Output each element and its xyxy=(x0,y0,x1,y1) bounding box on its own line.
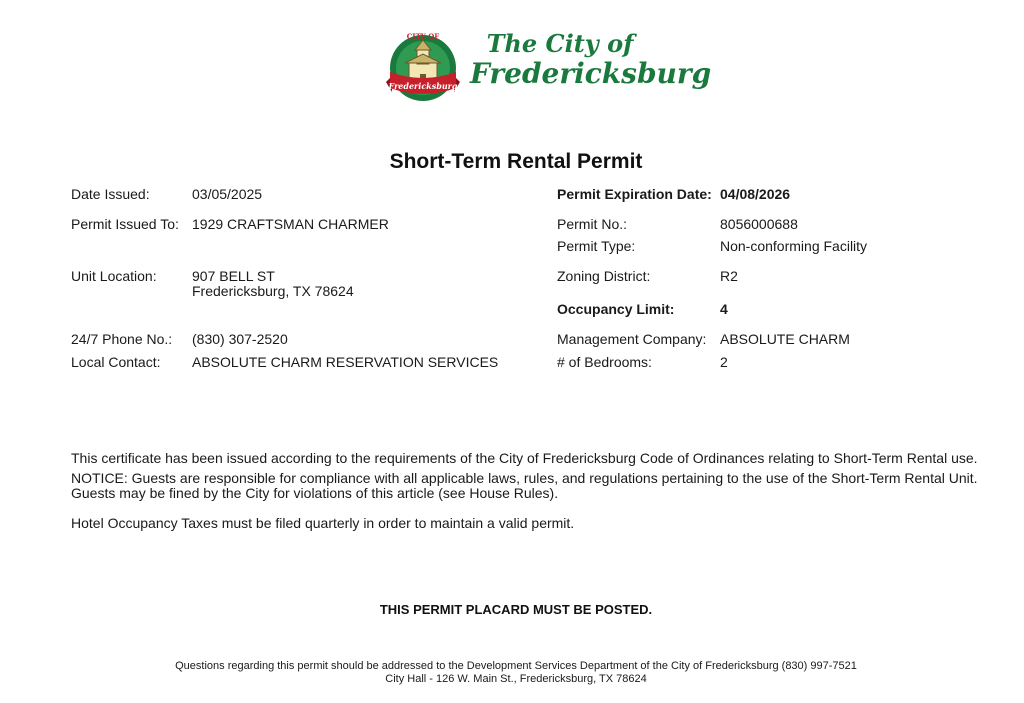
expiration-value: 04/08/2026 xyxy=(720,186,791,202)
bedrooms-value: 2 xyxy=(720,354,728,370)
page-title: Short-Term Rental Permit xyxy=(389,150,643,173)
hotel-tax-text: Hotel Occupancy Taxes must be filed quarterly in order to maintain a valid permit. xyxy=(71,515,575,531)
logo-line1: The City of xyxy=(486,29,634,58)
unit-location-label: Unit Location: xyxy=(71,268,157,284)
date-issued-value: 03/05/2025 xyxy=(192,186,263,202)
expiration-label: Permit Expiration Date: xyxy=(557,186,712,202)
ribbon-text: Fredericksburg xyxy=(388,81,458,91)
issued-to-value: 1929 CRAFTSMAN CHARMER xyxy=(192,216,389,232)
notice-line1: NOTICE: Guests are responsible for compliance with all applicable laws, rules, and regulations pertaining to the use of the Short-Term Rental Unit. xyxy=(71,470,978,486)
unit-location-line1: 907 BELL ST xyxy=(192,268,275,284)
unit-location-line2: Fredericksburg, TX 78624 xyxy=(192,283,354,299)
footer-line2: City Hall - 126 W. Main St., Fredericksburg, TX 78624 xyxy=(385,673,647,685)
management-value: ABSOLUTE CHARM xyxy=(720,331,850,347)
permit-type-label: Permit Type: xyxy=(557,238,636,254)
occupancy-label: Occupancy Limit: xyxy=(557,301,675,317)
notice-line2: Guests may be fined by the City for violations of this article (see House Rules). xyxy=(71,485,559,501)
permit-no-label: Permit No.: xyxy=(557,216,628,232)
permit-no-value: 8056000688 xyxy=(720,216,798,232)
seal-text: CITY OF xyxy=(406,32,440,41)
logo-line2: Fredericksburg xyxy=(470,57,712,90)
bedrooms-label: # of Bedrooms: xyxy=(557,354,652,370)
occupancy-value: 4 xyxy=(720,301,728,317)
footer-line1: Questions regarding this permit should be addressed to the Development Services Department of the City of Fredericksburg (830) 997-7521 xyxy=(175,660,857,672)
zoning-value: R2 xyxy=(720,268,738,284)
local-contact-label: Local Contact: xyxy=(71,354,161,370)
certificate-text: This certificate has been issued according to the requirements of the City of Fredericksburg Code of Ordinances relating to Short-Term Rental use. xyxy=(71,450,978,466)
local-contact-value: ABSOLUTE CHARM RESERVATION SERVICES xyxy=(192,354,499,370)
permit-type-value: Non-conforming Facility xyxy=(720,238,868,254)
date-issued-label: Date Issued: xyxy=(71,186,150,202)
phone-value: (830) 307-2520 xyxy=(192,331,288,347)
logo-wordmark xyxy=(470,29,712,90)
issued-to-label: Permit Issued To: xyxy=(71,216,179,232)
posted-notice: THIS PERMIT PLACARD MUST BE POSTED. xyxy=(379,602,653,617)
zoning-label: Zoning District: xyxy=(557,268,651,284)
management-label: Management Company: xyxy=(557,331,707,347)
phone-label: 24/7 Phone No.: xyxy=(71,331,173,347)
